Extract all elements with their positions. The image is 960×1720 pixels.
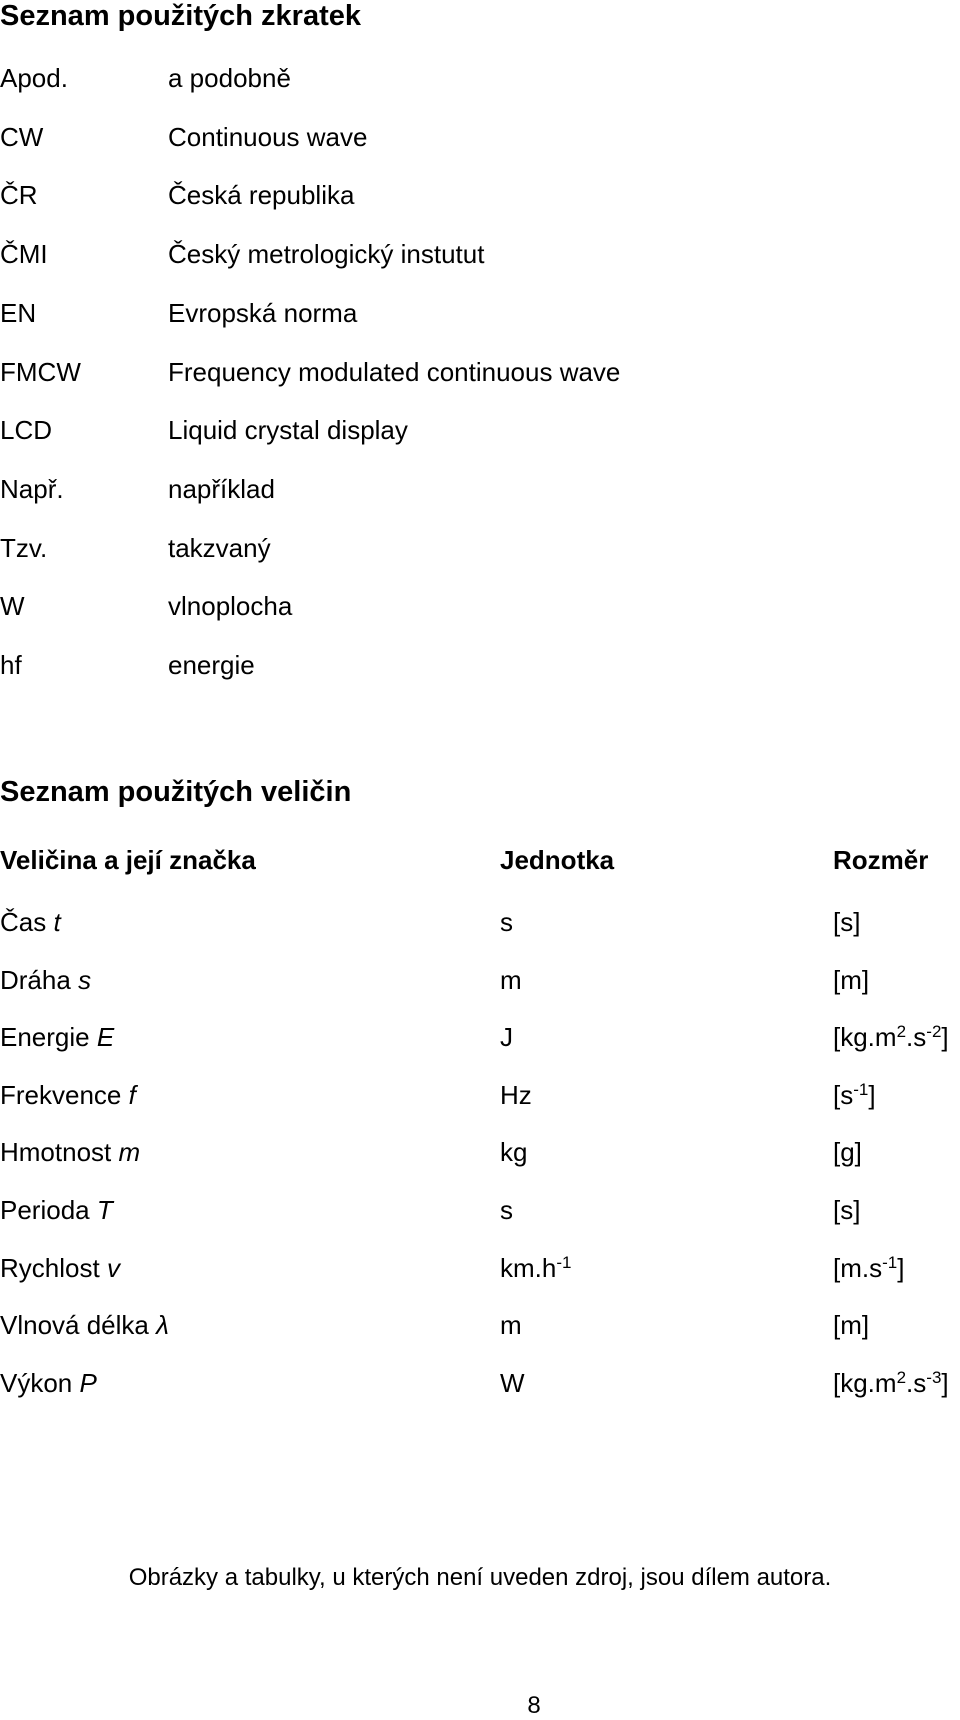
abbreviation-code: ČMI	[0, 239, 48, 269]
column-header-dimension: Rozměr	[833, 845, 929, 875]
quantity-symbol: v	[106, 1253, 120, 1283]
quantity-unit	[500, 1020, 513, 1054]
dimension-exponent: -2	[926, 1022, 942, 1041]
quantity-name-text: Dráha	[0, 965, 71, 995]
unit-text: W	[500, 1368, 525, 1398]
unit-text: m	[500, 1310, 522, 1340]
unit-text: kg	[500, 1137, 528, 1167]
quantity-name	[0, 963, 91, 997]
dimension-exponent: -1	[853, 1080, 869, 1099]
quantity-symbol: λ	[156, 1310, 169, 1340]
quantity-name-text: Frekvence	[0, 1080, 122, 1110]
dimension-text: [s]	[833, 1195, 861, 1225]
abbreviation-code: Např.	[0, 474, 64, 504]
abbreviation-meaning: Český metrologický instutut	[168, 239, 485, 269]
dimension-exponent: -1	[882, 1253, 898, 1272]
quantity-dimension	[833, 963, 869, 997]
quantity-dimension	[833, 1366, 949, 1400]
quantity-dimension	[833, 1135, 862, 1169]
abbreviation-meaning: energie	[168, 650, 255, 680]
quantity-dimension	[833, 1078, 876, 1112]
quantity-unit	[500, 1078, 532, 1112]
dimension-exponent: 2	[896, 1022, 907, 1041]
abbreviation-code: W	[0, 591, 25, 621]
dimension-exponent: -3	[926, 1368, 942, 1387]
quantity-dimension	[833, 1308, 869, 1342]
dimension-text: [m]	[833, 1310, 870, 1340]
quantity-name-text: Hmotnost	[0, 1137, 112, 1167]
abbreviation-meaning: Česká republika	[168, 180, 355, 210]
quantity-symbol: m	[118, 1137, 141, 1167]
quantity-name	[0, 905, 61, 939]
dimension-text: .s	[906, 1022, 927, 1052]
quantity-symbol: s	[78, 965, 92, 995]
dimension-text: [kg.m	[833, 1022, 897, 1052]
quantity-name	[0, 1251, 120, 1285]
abbreviation-code: Tzv.	[0, 533, 48, 563]
dimension-text: [m.s	[833, 1253, 883, 1283]
abbreviation-code: CW	[0, 122, 44, 152]
quantity-name-text: Vlnová délka	[0, 1310, 149, 1340]
quantity-name-text: Perioda	[0, 1195, 90, 1225]
quantity-name	[0, 1078, 136, 1112]
quantity-name-text: Rychlost	[0, 1253, 100, 1283]
unit-text: m	[500, 965, 522, 995]
unit-text: s	[500, 1195, 513, 1225]
abbreviation-meaning: takzvaný	[168, 533, 271, 563]
quantity-name-text: Výkon	[0, 1368, 73, 1398]
abbreviation-meaning: Frequency modulated continuous wave	[168, 357, 621, 387]
dimension-text: ]	[897, 1253, 905, 1283]
quantity-name-text: Čas	[0, 907, 47, 937]
quantity-unit	[500, 1135, 527, 1169]
quantity-unit	[500, 905, 513, 939]
quantity-unit	[500, 963, 522, 997]
quantity-symbol: f	[128, 1080, 136, 1110]
dimension-text: ]	[941, 1368, 949, 1398]
abbreviation-meaning: a podobně	[168, 63, 291, 93]
quantity-name-text: Energie	[0, 1022, 90, 1052]
quantity-name	[0, 1135, 140, 1169]
abbreviation-meaning: například	[168, 474, 275, 504]
unit-exponent: -1	[556, 1253, 572, 1272]
quantity-symbol: T	[96, 1195, 113, 1225]
dimension-text: [g]	[833, 1137, 862, 1167]
unit-text: Hz	[500, 1080, 532, 1110]
quantity-symbol: t	[53, 907, 61, 937]
abbreviation-meaning: Liquid crystal display	[168, 415, 408, 445]
unit-text: J	[500, 1022, 513, 1052]
abbreviation-code: hf	[0, 650, 22, 680]
quantity-name	[0, 1366, 97, 1400]
quantity-symbol: E	[96, 1022, 115, 1052]
quantity-dimension	[833, 1193, 860, 1227]
quantity-unit	[500, 1193, 513, 1227]
abbreviation-meaning: Evropská norma	[168, 298, 358, 328]
quantities-heading: Seznam použitých veličin	[0, 776, 352, 808]
quantity-unit	[500, 1251, 571, 1285]
dimension-text: [s]	[833, 907, 861, 937]
unit-text: s	[500, 907, 513, 937]
quantity-unit	[500, 1366, 525, 1400]
abbreviation-code: EN	[0, 298, 37, 328]
quantity-dimension	[833, 905, 860, 939]
column-header-name: Veličina a její značka	[0, 845, 256, 875]
source-note: Obrázky a tabulky, u kterých není uveden zdroj, jsou dílem autora.	[128, 1564, 832, 1591]
dimension-text: ]	[868, 1080, 876, 1110]
abbreviation-meaning: vlnoplocha	[168, 591, 293, 621]
dimension-text: [m]	[833, 965, 870, 995]
quantity-unit	[500, 1308, 522, 1342]
quantity-dimension	[833, 1020, 949, 1054]
abbreviation-code: ČR	[0, 180, 38, 210]
abbreviation-code: Apod.	[0, 63, 68, 93]
abbreviation-code: FMCW	[0, 357, 81, 387]
quantity-symbol: P	[79, 1368, 97, 1398]
page-number: 8	[527, 1692, 541, 1719]
dimension-text: .s	[906, 1368, 927, 1398]
quantity-name	[0, 1308, 169, 1342]
quantity-dimension	[833, 1251, 904, 1285]
abbreviation-code: LCD	[0, 415, 53, 445]
dimension-text: [s	[833, 1080, 854, 1110]
dimension-exponent: 2	[896, 1368, 907, 1387]
dimension-text: [kg.m	[833, 1368, 897, 1398]
quantity-name	[0, 1193, 113, 1227]
abbreviation-meaning: Continuous wave	[168, 122, 368, 152]
unit-text: km.h	[500, 1253, 557, 1283]
abbreviations-heading: Seznam použitých zkratek	[0, 0, 361, 32]
quantity-name	[0, 1020, 114, 1054]
dimension-text: ]	[941, 1022, 949, 1052]
column-header-unit: Jednotka	[500, 845, 615, 875]
